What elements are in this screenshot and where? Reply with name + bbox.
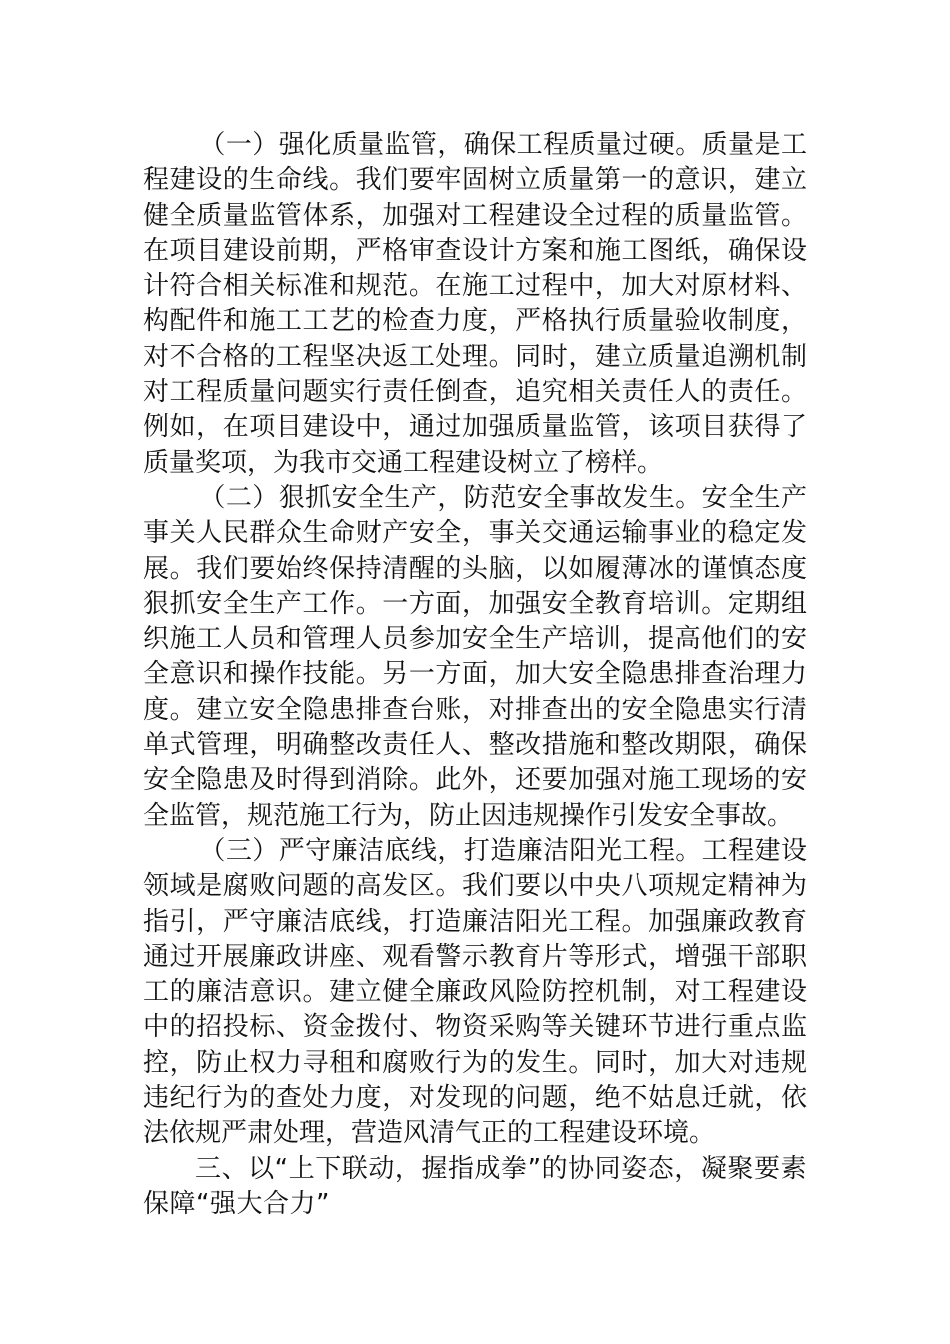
- section-heading: [143, 1152, 807, 1222]
- paragraph-text: （二）狠抓安全生产，防范安全事故发生。安全生产事关人民群众生命财产安全，事关交通运输事业的稳定发展。我们要始终保持清醒的头脑，以如履薄冰的谨慎态度狠抓安全生产工作。一方面，加强安全教育培训。定期组织施工人员和管理人员参加安全生产培训，提高他们的安全意识和操作技能。另一方面，加大安全隐患排查治理力度。建立安全隐患排查台账，对排查出的安全隐患实行清单式管理，明确整改责任人、整改措施和整改期限，确保安全隐患及时得到消除。此外，还要加强对施工现场的安全监管，规范施工行为，防止因违规操作引发安全事故。: [143, 482, 807, 831]
- paragraph-quality-supervision: [143, 128, 807, 481]
- section-heading-text: 三、以“上下联动，握指成拳”的协同姿态，凝聚要素保障“强大合力”: [143, 1153, 807, 1219]
- paragraph-text: （一）强化质量监管，确保工程质量过硬。质量是工程建设的生命线。我们要牢固树立质量第一的意识，建立健全质量监管体系，加强对工程建设全过程的质量监管。在项目建设前期，严格审查设计方案和施工图纸，确保设计符合相关标准和规范。在施工过程中，加大对原材料、构配件和施工工艺的检查力度，严格执行质量验收制度，对不合格的工程坚决返工处理。同时，建立质量追溯机制对工程质量问题实行责任倒查，追究相关责任人的责任。例如，在项目建设中，通过加强质量监管，该项目获得了质量奖项，为我市交通工程建设树立了榜样。: [143, 130, 807, 478]
- paragraph-safety-production: [143, 481, 807, 834]
- paragraph-integrity: [143, 834, 807, 1152]
- document-page: [143, 128, 807, 1222]
- paragraph-text: （三）严守廉洁底线，打造廉洁阳光工程。工程建设领域是腐败问题的高发区。我们要以中央八项规定精神为指引，严守廉洁底线，打造廉洁阳光工程。加强廉政教育通过开展廉政讲座、观看警示教育片等形式，增强干部职工的廉洁意识。建立健全廉政风险防控机制，对工程建设中的招投标、资金拨付、物资采购等关键环节进行重点监控，防止权力寻租和腐败行为的发生。同时，加大对违规违纪行为的查处力度，对发现的问题，绝不姑息迁就，依法依规严肃处理，营造风清气正的工程建设环境。: [143, 835, 807, 1149]
